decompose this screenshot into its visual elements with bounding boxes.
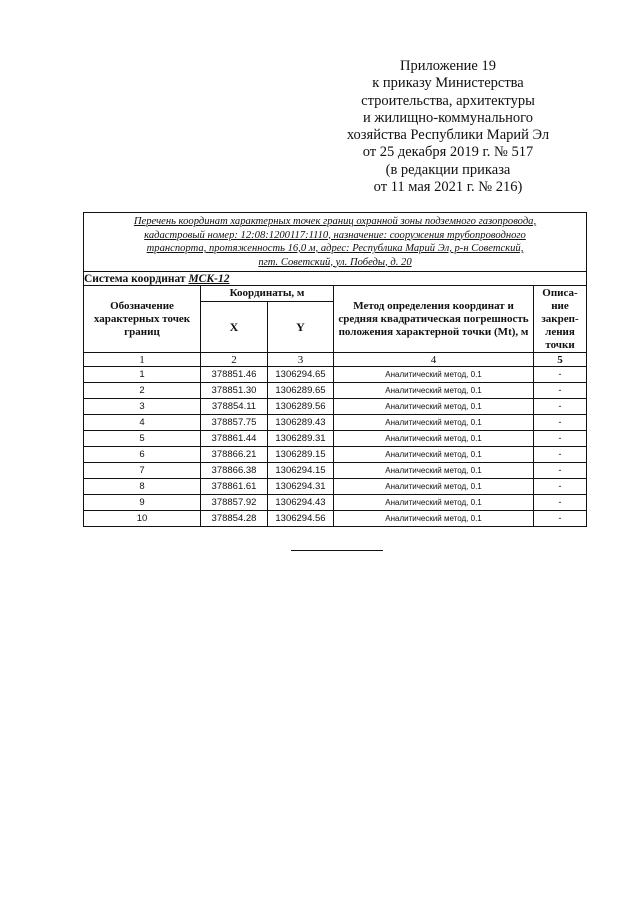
table-row: [84, 495, 587, 511]
point-description: -: [534, 415, 587, 431]
point-description: -: [534, 399, 587, 415]
point-number: 7: [84, 463, 201, 479]
appendix-line: (в редакции приказа: [385, 161, 511, 178]
header-coordinates: Координаты, м: [201, 286, 334, 302]
coord-x: 378854.11: [201, 399, 268, 415]
point-number: 5: [84, 431, 201, 447]
method: Аналитический метод, 0.1: [334, 463, 534, 479]
method: Аналитический метод, 0.1: [334, 479, 534, 495]
table-row: [84, 463, 587, 479]
header-y: Y: [268, 302, 334, 353]
appendix-line: Приложение 19: [400, 58, 496, 74]
point-number: 1: [84, 367, 201, 383]
table-row: [84, 479, 587, 495]
method: Аналитический метод, 0.1: [334, 447, 534, 463]
appendix-line: от 25 декабря 2019 г. № 517: [362, 144, 534, 161]
coord-y: 1306294.15: [268, 463, 334, 479]
coord-y: 1306289.31: [268, 431, 334, 447]
coord-x: 378857.75: [201, 415, 268, 431]
coord-y: 1306294.31: [268, 479, 334, 495]
coord-x: 378866.21: [201, 447, 268, 463]
column-index: 2: [201, 353, 268, 367]
point-description: -: [534, 447, 587, 463]
appendix-line: от 11 мая 2021 г. № 216): [373, 179, 523, 196]
coord-y: 1306294.65: [268, 367, 334, 383]
coord-y: 1306289.65: [268, 383, 334, 399]
appendix-line: строительства, архитектуры: [361, 92, 535, 109]
coord-x: 378857.92: [201, 495, 268, 511]
point-number: 2: [84, 383, 201, 399]
point-number: 8: [84, 479, 201, 495]
table-row: [84, 447, 587, 463]
coord-x: 378861.61: [201, 479, 268, 495]
appendix-line: хозяйства Республики Марий Эл: [346, 127, 550, 144]
footer-divider: [291, 550, 383, 551]
coord-y: 1306289.15: [268, 447, 334, 463]
table-row: [84, 511, 587, 527]
point-number: 9: [84, 495, 201, 511]
coord-y: 1306294.43: [268, 495, 334, 511]
appendix-header: [318, 58, 578, 196]
caption-line: кадастровый номер: 12:08:1200117:1110, назначение: сооружения трубопроводного: [144, 229, 526, 241]
column-index: 5: [534, 353, 587, 367]
header-x: X: [201, 302, 268, 353]
method: Аналитический метод, 0.1: [334, 431, 534, 447]
table-row: [84, 415, 587, 431]
header-description: Описа-ние закреп-ления точки: [534, 286, 587, 353]
coord-y: 1306289.56: [268, 399, 334, 415]
method: Аналитический метод, 0.1: [334, 383, 534, 399]
coordinate-system-name: МСК-12: [188, 272, 230, 285]
point-description: -: [534, 367, 587, 383]
method: Аналитический метод, 0.1: [334, 399, 534, 415]
table-row: [84, 399, 587, 415]
table-row: [84, 431, 587, 447]
caption-line: транспорта, протяженность 16,0 м, адрес: Республика Марий Эл, р-н Советский,: [146, 243, 524, 254]
appendix-line: и жилищно-коммунального: [362, 109, 534, 126]
point-description: -: [534, 431, 587, 447]
coordinates-table: [83, 212, 587, 527]
column-index: 4: [334, 353, 534, 367]
coord-x: 378851.46: [201, 367, 268, 383]
table-caption: [84, 213, 587, 272]
caption-line: пгт. Советский, ул. Победы, д. 20: [258, 256, 412, 268]
coordinate-system-row: [84, 272, 587, 286]
method: Аналитический метод, 0.1: [334, 495, 534, 511]
column-index-row: [84, 353, 587, 367]
point-description: -: [534, 463, 587, 479]
header-method: Метод определения координат и средняя квадратическая погрешность положения характерной точки (Mt), м: [334, 286, 534, 353]
coordinate-system-label: Система координат: [84, 272, 186, 285]
method: Аналитический метод, 0.1: [334, 415, 534, 431]
table-row: [84, 367, 587, 383]
table-row: [84, 383, 587, 399]
point-description: -: [534, 383, 587, 399]
column-index: 3: [268, 353, 334, 367]
method: Аналитический метод, 0.1: [334, 511, 534, 527]
point-number: 6: [84, 447, 201, 463]
column-index: 1: [84, 353, 201, 367]
coord-x: 378851.30: [201, 383, 268, 399]
coord-x: 378861.44: [201, 431, 268, 447]
caption-line: Перечень координат характерных точек границ охранной зоны подземного газопровода,: [133, 216, 537, 227]
coord-x: 378854.28: [201, 511, 268, 527]
method: Аналитический метод, 0.1: [334, 367, 534, 383]
point-description: -: [534, 479, 587, 495]
coord-y: 1306294.56: [268, 511, 334, 527]
point-description: -: [534, 511, 587, 527]
point-description: -: [534, 495, 587, 511]
point-number: 3: [84, 399, 201, 415]
header-point: Обозначение характерных точек границ: [84, 286, 201, 353]
coord-x: 378866.38: [201, 463, 268, 479]
point-number: 10: [84, 511, 201, 527]
coord-y: 1306289.43: [268, 415, 334, 431]
appendix-line: к приказу Министерства: [372, 75, 524, 92]
point-number: 4: [84, 415, 201, 431]
